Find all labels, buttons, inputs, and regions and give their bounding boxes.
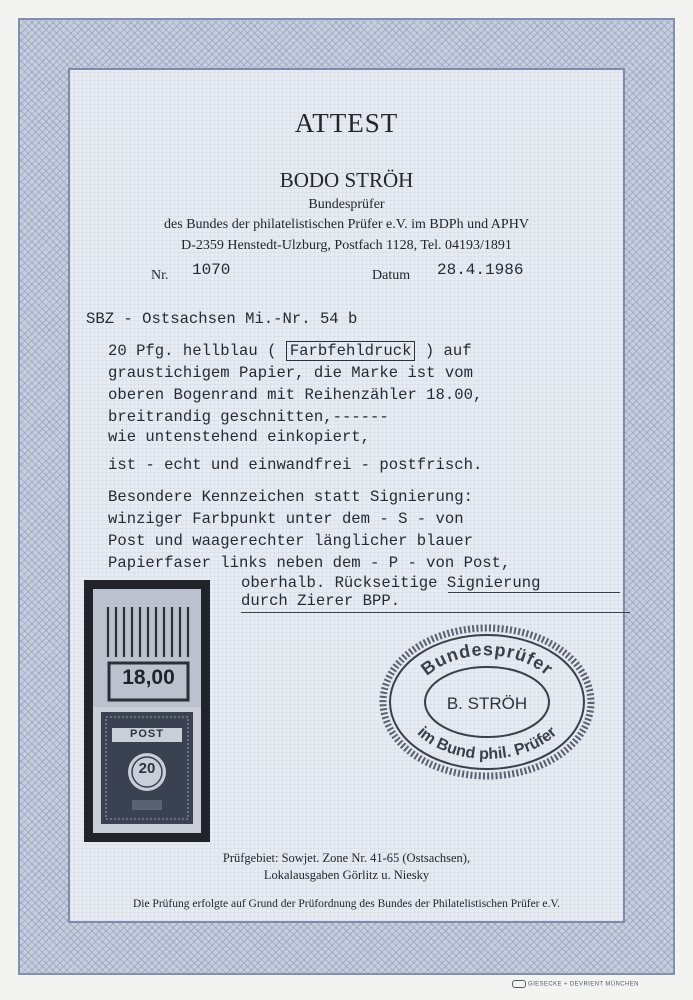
printer-logo-icon [512, 980, 526, 988]
seal-top-text: Bundesprüfer [417, 639, 558, 680]
footer-line-1: Prüfgebiet: Sowjet. Zone Nr. 41-65 (Ostsachsen), [222, 851, 471, 865]
body-line-13: durch Zierer BPP. [241, 592, 401, 610]
official-seal [380, 624, 594, 780]
footer-line-2: Lokalausgaben Görlitz u. Niesky [263, 868, 430, 882]
body-line-6: wie untenstehend einkopiert, [108, 428, 371, 446]
stamp-post-text: POST [130, 728, 164, 740]
body-line-9: winziger Farbpunkt unter dem - S - von [108, 510, 464, 528]
footer-line-3: Die Prüfung erfolgte auf Grund der Prüfordnung des Bundes der Philatelistischen Prüfer e.V. [132, 898, 561, 910]
printer-imprint-text: GIESECKE + DEVRIENT MÜNCHEN [528, 981, 639, 988]
body-line-12: oberhalb. Rückseitige Signierung [241, 574, 541, 592]
stamp-image [84, 580, 210, 842]
seal-bottom-text: im Bund phil. Prüfer [413, 723, 561, 763]
seal-name: B. STRÖH [446, 694, 528, 713]
address-line: D-2359 Henstedt-Ulzburg, Postfach 1128, Tel. 04193/1891 [181, 238, 512, 253]
svg-text:im Bund phil. Prüfer [414, 724, 560, 763]
fill-rule-lower [241, 612, 630, 613]
association-line: des Bundes der philatelistischen Prüfer e.V. im BDPh und APHV [164, 217, 529, 232]
boxed-farbfehldruck: Farbfehldruck [286, 341, 416, 361]
date-value: 28.4.1986 [437, 261, 524, 279]
number-label: Nr. [151, 268, 169, 283]
body-line-1: SBZ - Ostsachsen Mi.-Nr. 54 b [86, 310, 358, 328]
body-line-8: Besondere Kennzeichen statt Signierung: [108, 488, 473, 506]
svg-text:Bundesprüfer [417, 639, 557, 679]
body-line-7: ist - echt und einwandfrei - postfrisch. [108, 456, 483, 474]
date-label: Datum [372, 268, 411, 283]
number-value: 1070 [192, 261, 231, 279]
body-line-5: breitrandig geschnitten,------ [108, 408, 389, 426]
certificate-title: ATTEST [294, 108, 399, 138]
body-line-2-post: ) auf [415, 342, 472, 360]
body-line-2 [108, 342, 472, 360]
body-line-10: Post und waagerechter länglicher blauer [108, 532, 473, 550]
fill-rule-upper [448, 592, 620, 593]
body-line-3: graustichigem Papier, die Marke ist vom [108, 364, 473, 382]
examiner-name: BODO STRÖH [279, 168, 414, 192]
examiner-role: Bundesprüfer [308, 197, 385, 212]
body-line-2-pre: 20 Pfg. hellblau ( [108, 342, 286, 360]
body-line-11: Papierfaser links neben dem - P - von Post, [108, 554, 511, 572]
stamp-value-text: 20 [138, 760, 156, 777]
body-line-4: oberen Bogenrand mit Reihenzähler 18.00, [108, 386, 483, 404]
stamp-counter-text: 18,00 [122, 666, 175, 689]
printer-imprint [512, 980, 639, 988]
